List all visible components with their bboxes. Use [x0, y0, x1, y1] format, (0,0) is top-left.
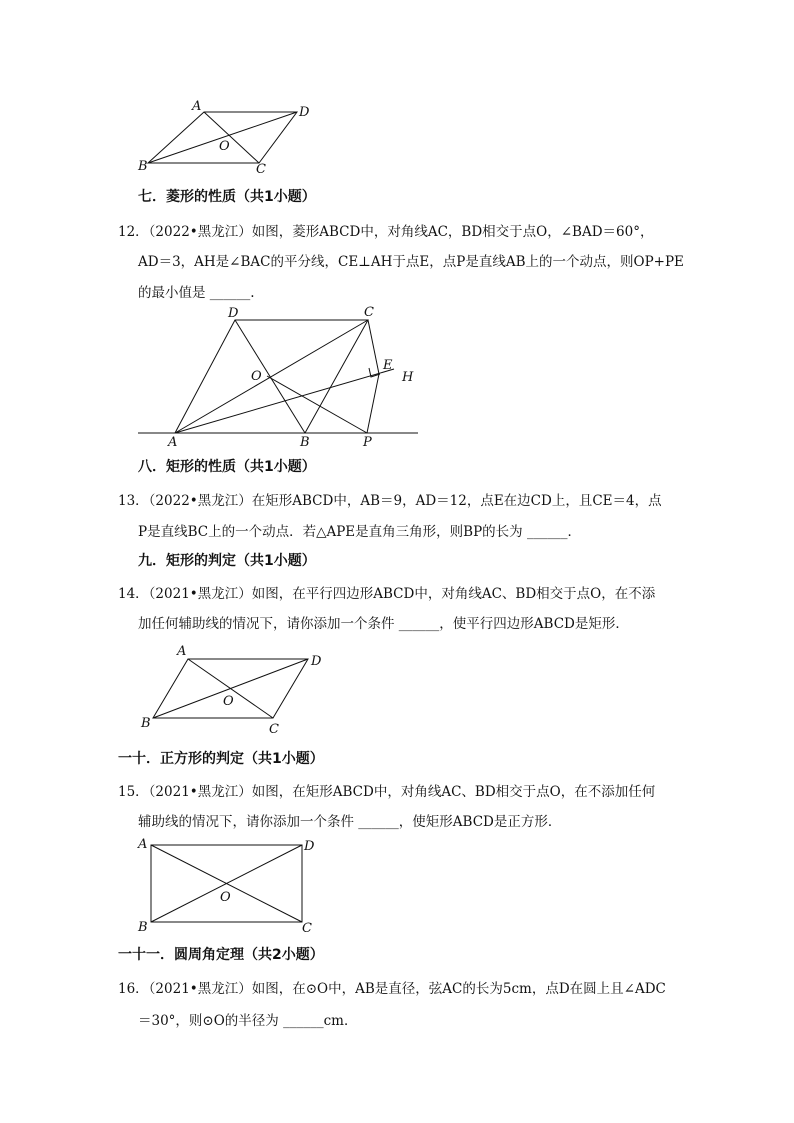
diagonal-ac: [175, 320, 368, 433]
label-e: E: [383, 358, 393, 373]
figure-parallelogram-top: [130, 98, 320, 178]
label-b: B: [138, 920, 148, 935]
diagonal-ac: [204, 112, 259, 163]
q14-line2: 加任何辅助线的情况下，请你添加一个条件 ______，使平行四边形ABCD是矩形．: [138, 616, 629, 632]
label-b: B: [138, 159, 148, 174]
segment-ep: [367, 374, 379, 433]
label-b: B: [141, 716, 151, 731]
label-b: B: [300, 435, 310, 450]
label-a: A: [177, 644, 187, 659]
q16-line2: ＝30°，则⊙O的半径为 ______cm．: [138, 1013, 358, 1029]
label-a: A: [138, 837, 148, 852]
label-d: D: [228, 306, 239, 321]
figure-q14-parallelogram: [130, 642, 340, 742]
q15-line2: 辅助线的情况下，请你添加一个条件 ______，使矩形ABCD是正方形．: [138, 814, 562, 830]
diagonal-bd: [148, 112, 297, 163]
q15-line1: 15．（2021•黑龙江）如图，在矩形ABCD中，对角线AC、BD相交于点O，在不添加任何: [118, 784, 656, 800]
q13-line2: P是直线BC上的一个动点．若△APE是直角三角形，则BP的长为 ______．: [138, 524, 581, 540]
section-heading-rectangle-criteria: 九．矩形的判定（共1小题）: [138, 553, 316, 569]
figure-q15-rectangle: [130, 836, 330, 936]
q12-line1: 12．（2022•黑龙江）如图，菱形ABCD中，对角线AC，BD相交于点O，∠BAD＝60°，: [118, 224, 654, 240]
label-d: D: [311, 654, 322, 669]
label-a: A: [168, 435, 178, 450]
label-a: A: [192, 99, 202, 114]
label-o: O: [219, 139, 230, 154]
diagonal-bd: [153, 659, 308, 718]
line-ah: [175, 369, 394, 433]
label-o: O: [251, 369, 262, 384]
section-heading-rectangle-properties: 八．矩形的性质（共1小题）: [138, 459, 316, 475]
q12-line3: 的最小值是 ______.: [138, 285, 255, 301]
diagonal-bd: [235, 320, 305, 433]
label-o: O: [223, 694, 234, 709]
label-p: P: [363, 435, 372, 450]
segment-ce: [368, 320, 379, 374]
q12-line2: AD＝3，AH是∠BAC的平分线，CE⊥AH于点E，点P是直线AB上的一个动点，则OP+PE: [138, 254, 684, 270]
figure-q12-rhombus: [130, 302, 430, 454]
label-o: O: [220, 890, 231, 905]
q14-line1: 14．（2021•黑龙江）如图，在平行四边形ABCD中，对角线AC、BD相交于点O，在不添: [118, 586, 656, 602]
q13-line1: 13．（2022•黑龙江）在矩形ABCD中，AB＝9，AD＝12，点E在边CD上，且CE＝4，点: [118, 493, 662, 509]
section-heading-rhombus: 七．菱形的性质（共1小题）: [138, 189, 316, 205]
section-heading-inscribed-angle: 一十一．圆周角定理（共2小题）: [118, 947, 324, 963]
section-heading-square-criteria: 一十．正方形的判定（共1小题）: [118, 751, 324, 767]
label-c: C: [256, 162, 266, 177]
label-d: D: [299, 105, 310, 120]
label-d: D: [304, 839, 315, 854]
segment-op: [267, 376, 367, 433]
label-c: C: [302, 921, 312, 936]
label-c: C: [364, 305, 374, 320]
label-h: H: [402, 370, 414, 385]
label-c: C: [269, 722, 279, 737]
q16-line1: 16．（2021•黑龙江）如图，在⊙O中，AB是直径，弦AC的长为5cm，点D在圆上且∠ADC: [118, 981, 666, 997]
